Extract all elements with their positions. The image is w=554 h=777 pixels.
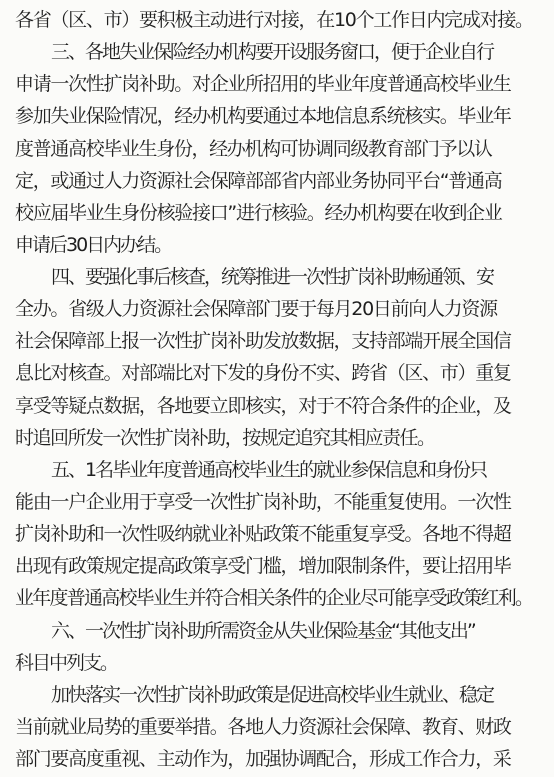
text-line: 享受等疑点数据，各地要立即核实，对于不符合条件的企业，及 (15, 394, 511, 417)
closing-paragraph-line: 加快落实一次性扩岗补助政策是促进高校毕业生就业、稳定 (51, 683, 494, 706)
text-line: 度普通高校毕业生身份，经办机构可协调同级教育部门予以认 (15, 137, 492, 160)
paragraph-6-line: 六、一次性扩岗补助所需资金从失业保险基金“其他支出” (51, 619, 475, 642)
text-line: 时追回所发一次性扩岗补助，按规定追究其相应责任。 (15, 426, 435, 449)
text-line: 扩岗补助和一次性吸纳就业补贴政策不能重复享受。各地不得超 (15, 523, 511, 546)
text-line: 当前就业局势的重要举措。各地人力资源社会保障、教育、财政 (15, 715, 511, 738)
text-line: 社会保障部上报一次性扩岗补助发放数据，支持部端开展全国信 (15, 330, 511, 353)
text-line: 定，或通过人力资源社会保障部部省内部业务协同平台“普通高 (15, 169, 502, 192)
text-line: 科目中列支。 (15, 651, 118, 674)
text-line: 各省（区、市）要积极主动进行对接，在10个工作日内完成对接。 (15, 9, 533, 31)
paragraph-4-line: 四、要强化事后核查，统筹推进一次性扩岗补助畅通领、安 (51, 266, 494, 288)
text-line: 全办。省级人力资源社会保障部门要于每月20日前向人力资源 (15, 298, 497, 321)
text-line: 申请后30日内办结。 (15, 233, 172, 256)
text-line: 出现有政策规定提高政策享受门槛，增加限制条件，要让招用毕 (15, 555, 511, 578)
text-line: 申请一次性扩岗补助。对企业所招用的毕业年度普通高校毕业生 (15, 73, 511, 96)
text-line: 部门要高度重视、主动作为，加强协调配合，形成工作合力，采 (15, 748, 511, 770)
text-line: 业年度普通高校毕业生并符合相关条件的企业尽可能享受政策红利。 (15, 587, 533, 610)
paragraph-3-line: 三、各地失业保险经办机构要开设服务窗口，便于企业自行 (51, 41, 494, 64)
paragraph-5-line: 五、1名毕业年度普通高校毕业生的就业参保信息和身份只 (51, 458, 487, 481)
text-line: 校应届毕业生身份核验接口”进行核验。经办机构要在收到企业 (15, 201, 502, 224)
text-line: 能由一户企业用于享受一次性扩岗补助，不能重复使用。一次性 (15, 491, 511, 513)
text-line: 参加失业保险情况，经办机构要通过本地信息系统核实。毕业年 (15, 105, 511, 128)
text-line: 息比对核查。对部端比对下发的身份不实、跨省（区、市）重复 (15, 362, 511, 385)
